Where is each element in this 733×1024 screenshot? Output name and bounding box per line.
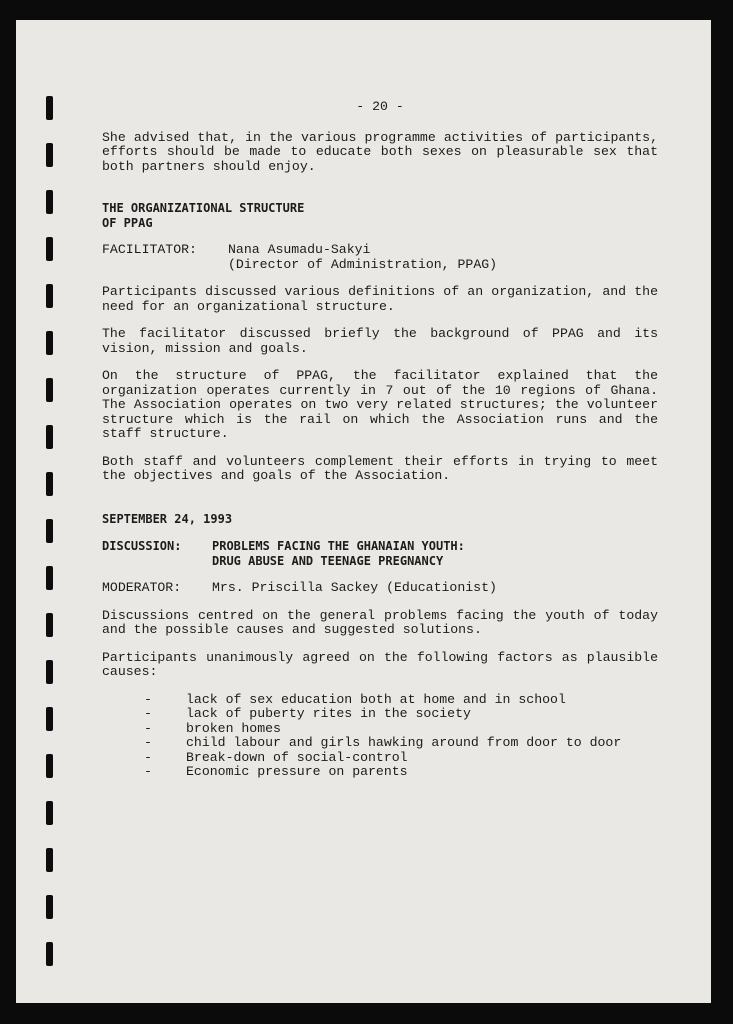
discussion-label: DISCUSSION:: [102, 539, 182, 553]
session-date: SEPTEMBER 24, 1993: [102, 511, 233, 526]
paragraph: On the structure of PPAG, the facilitator explained that the organization operates currently in 7 out of the 10 regions of Ghana. The Association operates on two very related structures; the volunteer structure which is the rail on which the Association runs and the staff structure.: [102, 368, 658, 441]
page-content: [102, 100, 658, 780]
facilitator-row: [102, 243, 658, 258]
moderator-label: MODERATOR:: [102, 580, 182, 595]
binding-hole: [46, 96, 53, 120]
section-heading-cont: OF PPAG: [102, 215, 153, 230]
bullet-marker: -: [144, 691, 152, 707]
bullet-marker: -: [144, 749, 152, 765]
list-item: - lack of puberty rites in the society: [102, 707, 658, 722]
bullet-marker: -: [144, 735, 152, 750]
facilitator-title: (Director of Administration, PPAG): [228, 256, 498, 272]
binding-hole: [46, 519, 53, 543]
binding-hole: [46, 284, 53, 308]
binding-hole: [46, 848, 53, 872]
intro-paragraph: She advised that, in the various programme activities of participants, efforts should be made to educate both sexes on pleasurable sex that both partners should enjoy.: [102, 129, 658, 174]
causes-list: [102, 693, 658, 780]
bullet-marker: -: [144, 706, 152, 721]
binding-hole: [46, 190, 53, 214]
facilitator-title-row: [102, 258, 658, 273]
paragraph: Participants discussed various definitions of an organization, and the need for an organizational structure.: [102, 284, 658, 314]
list-item: - lack of sex education both at home and in school: [102, 693, 658, 708]
facilitator-name: Nana Asumadu-Sakyi: [228, 242, 371, 257]
discussion-row-cont: [102, 554, 658, 569]
discussion-row: [102, 539, 658, 554]
binding-hole: [46, 378, 53, 402]
facilitator-label: FACILITATOR:: [102, 242, 197, 257]
moderator-row: [102, 581, 658, 596]
paragraph: Participants unanimously agreed on the following factors as plausible causes:: [102, 649, 658, 679]
binding-hole: [46, 143, 53, 167]
binding-hole: [46, 801, 53, 825]
discussion-topic: PROBLEMS FACING THE GHANAIAN YOUTH:: [212, 539, 465, 553]
paragraph: The facilitator discussed briefly the background of PPAG and its vision, mission and goals.: [102, 326, 658, 356]
binding-hole: [46, 331, 53, 355]
bullet-marker: -: [144, 720, 152, 736]
binding-hole: [46, 566, 53, 590]
list-item: - Economic pressure on parents: [102, 765, 658, 780]
list-item: - Break-down of social-control: [102, 751, 658, 766]
binding-hole: [46, 425, 53, 449]
page-number: - 20 -: [356, 99, 404, 114]
binding-hole: [46, 613, 53, 637]
binding-hole: [46, 237, 53, 261]
paragraph: Both staff and volunteers complement their efforts in trying to meet the objectives and goals of the Association.: [102, 453, 658, 483]
binding-hole: [46, 472, 53, 496]
binding-hole: [46, 942, 53, 966]
binding-hole: [46, 754, 53, 778]
binding-hole: [46, 895, 53, 919]
paragraph: Discussions centred on the general problems facing the youth of today and the possible causes and suggested solutions.: [102, 607, 658, 637]
discussion-topic-cont: DRUG ABUSE AND TEENAGE PREGNANCY: [212, 553, 444, 568]
moderator-name: Mrs. Priscilla Sackey (Educationist): [212, 580, 497, 595]
bullet-marker: -: [144, 764, 152, 779]
list-item: - child labour and girls hawking around from door to door: [102, 736, 658, 751]
section-heading: THE ORGANIZATIONAL STRUCTURE: [102, 201, 305, 215]
list-item: - broken homes: [102, 722, 658, 737]
binding-hole: [46, 660, 53, 684]
binding-hole: [46, 707, 53, 731]
